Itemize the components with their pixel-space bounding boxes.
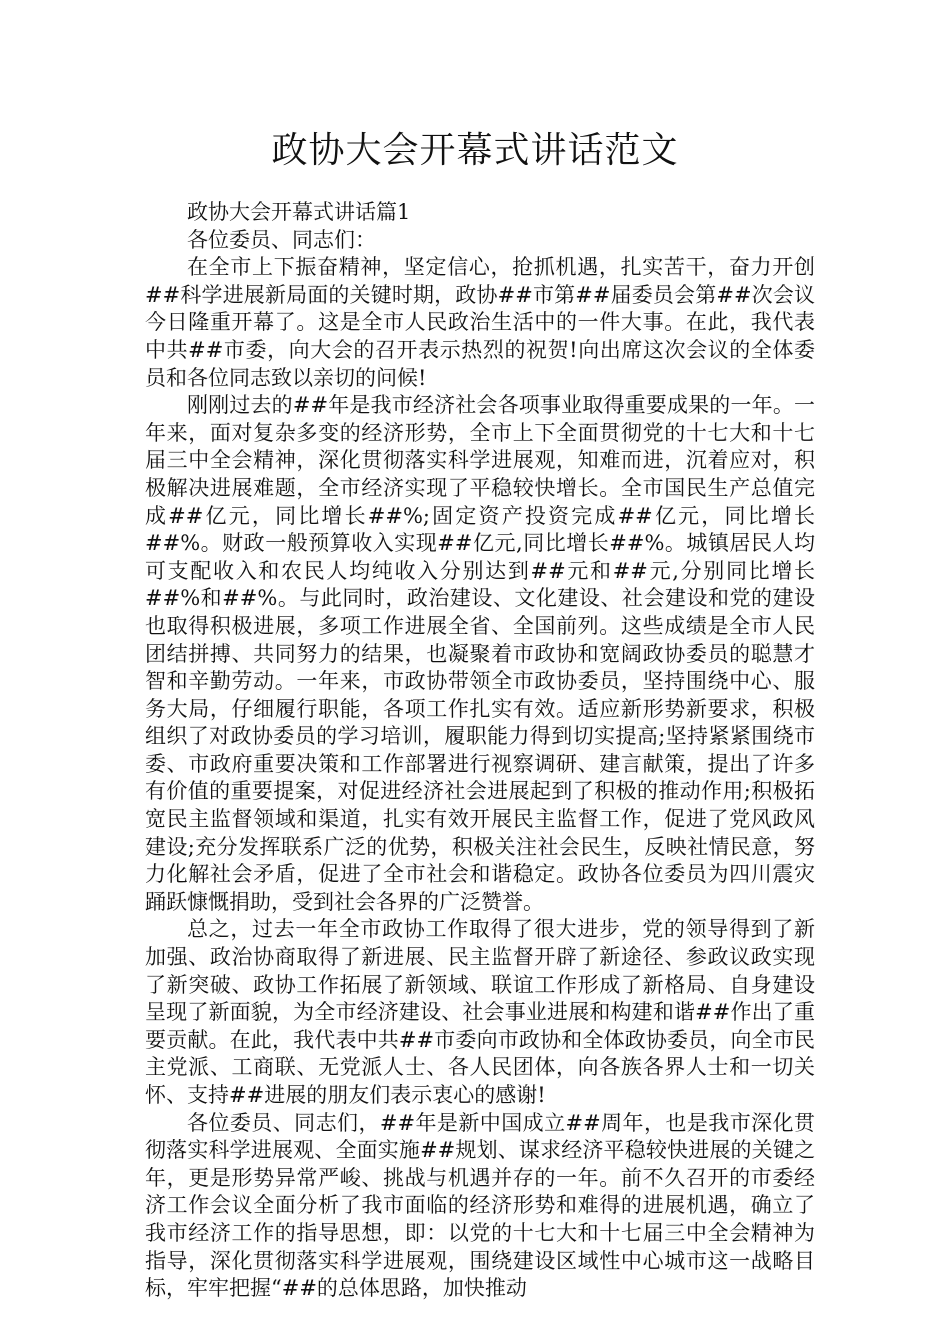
- document-body: [145, 199, 815, 1303]
- section-heading: 政协大会开幕式讲话篇1: [187, 200, 411, 224]
- document-title: 政协大会开幕式讲话范文: [271, 130, 679, 171]
- body-paragraph: 刚刚过去的##年是我市经济社会各项事业取得重要成果的一年。一年来，面对复杂多变的经济形势，全市上下全面贯彻党的十七大和十七届三中全会精神，深化贯彻落实科学进展观，知难而进，沉着应对，积极解决进展难题，全市经济实现了平稳较快增长。全市国民生产总值完成##亿元，同比增长##%;固定资产投资完成##亿元，同比增长##%。财政一般预算收入实现##亿元,同比增长##%。城镇居民人均可支配收入和农民人均纯收入分别达到##元和##元,分别同比增长##%和##%。与此同时，政治建设、文化建设、社会建设和党的建设也取得积极进展，多项工作进展全省、全国前列。这些成绩是全市人民团结拼搏、共同努力的结果，也凝聚着市政协和宽阔政协委员的聪慧才智和辛勤劳动。一年来，市政协带领全市政协委员，坚持围绕中心、服务大局，仔细履行职能，各项工作扎实有效。适应新形势新要求，积极组织了对政协委员的学习培训，履职能力得到切实提高;坚持紧紧围绕市委、市政府重要决策和工作部署进行视察调研、建言献策，提出了许多有价值的重要提案，对促进经济社会进展起到了积极的推动作用;积极拓宽民主监督领域和渠道，扎实有效开展民主监督工作，促进了党风政风建设;充分发挥联系广泛的优势，积极关注社会民生，反映社情民意，努力化解社会矛盾，促进了全市社会和谐稳定。政协各位委员为四川震灾踊跃慷慨捐助，受到社会各界的广泛赞誉。: [145, 393, 815, 914]
- body-paragraph: 在全市上下振奋精神，坚定信心，抢抓机遇，扎实苦干，奋力开创##科学进展新局面的关键时期，政协##市第##届委员会第##次会议今日隆重开幕了。这是全市人民政治生活中的一件大事。在此，我代表中共##市委，向大会的召开表示热烈的祝贺!向出席这次会议的全体委员和各位同志致以亲切的问候!: [145, 255, 815, 390]
- body-paragraph: 总之，过去一年全市政协工作取得了很大进步，党的领导得到了新加强、政治协商取得了新进展、民主监督开辟了新途径、参政议政实现了新突破、政协工作拓展了新领域、联谊工作形成了新格局、自身建设呈现了新面貌，为全市经济建设、社会事业进展和构建和谐##作出了重要贡献。在此，我代表中共##市委向市政协和全体政协委员，向全市民主党派、工商联、无党派人士、各人民团体，向各族各界人士和一切关怀、支持##进展的朋友们表示衷心的感谢!: [145, 917, 815, 1107]
- salutation: 各位委员、同志们：: [187, 227, 376, 252]
- body-paragraph: 各位委员、同志们，##年是新中国成立##周年，也是我市深化贯彻落实科学进展观、全面实施##规划、谋求经济平稳较快进展的关键之年，更是形势异常严峻、挑战与机遇并存的一年。前不久召开的市委经济工作会议全面分析了我市面临的经济形势和难得的进展机遇，确立了我市经济工作的指导思想，即：以党的十七大和十七届三中全会精神为指导，深化贯彻落实科学进展观，围绕建设区域性中心城市这一战略目标，牢牢把握“##的总体思路，加快推动: [145, 1110, 815, 1301]
